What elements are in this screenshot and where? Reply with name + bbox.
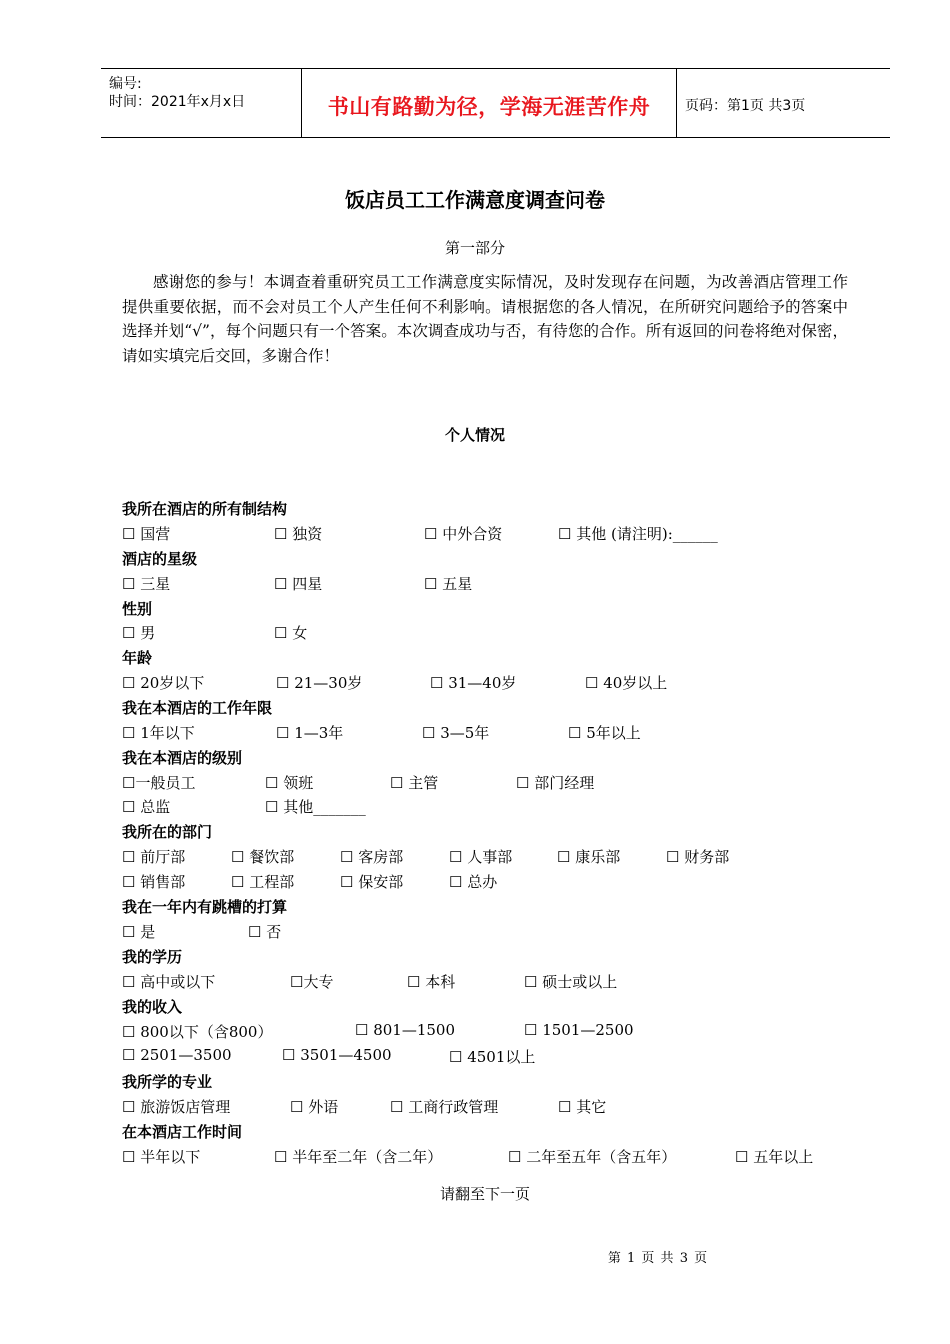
- option-checkbox[interactable]: ☐ 1501—2500: [524, 1021, 634, 1039]
- option-checkbox[interactable]: ☐ 五年以上: [735, 1148, 814, 1166]
- question-time-at-hotel: 在本酒店工作时间: [122, 1123, 243, 1141]
- option-checkbox[interactable]: ☐ 半年以下: [122, 1148, 201, 1166]
- question-star-rating: 酒店的星级: [122, 550, 198, 568]
- option-checkbox[interactable]: ☐ 领班: [265, 774, 314, 792]
- option-checkbox[interactable]: ☐ 主管: [390, 774, 439, 792]
- date-label: 时间：2021年x月x日: [109, 94, 246, 110]
- question-gender: 性别: [122, 600, 153, 618]
- option-checkbox[interactable]: ☐ 总办: [449, 873, 498, 891]
- option-checkbox[interactable]: ☐ 4501以上: [449, 1048, 536, 1066]
- option-checkbox[interactable]: ☐ 旅游饭店管理: [122, 1098, 231, 1116]
- option-checkbox[interactable]: ☐ 其他_______: [265, 798, 366, 816]
- option-checkbox[interactable]: ☐ 801—1500: [355, 1021, 456, 1039]
- option-checkbox[interactable]: ☐ 硕士或以上: [524, 973, 618, 991]
- option-checkbox[interactable]: ☐ 否: [248, 923, 282, 941]
- option-checkbox[interactable]: ☐ 独资: [274, 525, 323, 543]
- option-checkbox[interactable]: ☐ 人事部: [449, 848, 513, 866]
- option-checkbox[interactable]: ☐ 国营: [122, 525, 171, 543]
- option-checkbox[interactable]: ☐ 工商行政管理: [390, 1098, 499, 1116]
- option-checkbox[interactable]: ☐ 其它: [558, 1098, 607, 1116]
- page-info: 页码：第1页 共3页: [685, 98, 806, 114]
- option-checkbox[interactable]: ☐ 5年以上: [568, 724, 641, 742]
- option-checkbox[interactable]: ☐ 高中或以下: [122, 973, 216, 991]
- question-income: 我的收入: [122, 998, 183, 1016]
- option-checkbox[interactable]: ☐大专: [290, 973, 334, 991]
- option-checkbox[interactable]: ☐ 男: [122, 624, 156, 642]
- question-education: 我的学历: [122, 948, 183, 966]
- page-title: 饭店员工工作满意度调查问卷: [345, 188, 605, 212]
- option-checkbox[interactable]: ☐ 本科: [407, 973, 456, 991]
- option-checkbox[interactable]: ☐ 四星: [274, 575, 323, 593]
- section-heading: 个人情况: [444, 426, 505, 444]
- option-checkbox[interactable]: ☐ 3501—4500: [282, 1046, 392, 1064]
- option-checkbox[interactable]: ☐ 31—40岁: [430, 674, 517, 692]
- option-checkbox[interactable]: ☐ 客房部: [340, 848, 404, 866]
- question-major: 我所学的专业: [122, 1073, 213, 1091]
- header-table: [101, 68, 890, 138]
- option-checkbox[interactable]: ☐ 女: [274, 624, 308, 642]
- option-checkbox[interactable]: ☐ 800以下（含800）: [122, 1023, 273, 1041]
- option-checkbox[interactable]: ☐ 半年至二年（含二年）: [274, 1148, 443, 1166]
- turn-page-note: 请翻至下一页: [439, 1185, 530, 1203]
- option-checkbox[interactable]: ☐ 五星: [424, 575, 473, 593]
- option-checkbox[interactable]: ☐ 中外合资: [424, 525, 503, 543]
- serial-label: 编号:: [109, 76, 142, 92]
- option-checkbox[interactable]: ☐ 其他 (请注明):______: [558, 525, 718, 543]
- option-checkbox[interactable]: ☐ 康乐部: [557, 848, 621, 866]
- header-left-cell: [101, 69, 301, 137]
- option-checkbox[interactable]: ☐ 外语: [290, 1098, 339, 1116]
- page-number: 第 1 页 共 3 页: [607, 1251, 709, 1266]
- option-checkbox[interactable]: ☐ 工程部: [231, 873, 295, 891]
- option-checkbox[interactable]: ☐ 2501—3500: [122, 1046, 232, 1064]
- option-checkbox[interactable]: ☐ 三星: [122, 575, 171, 593]
- question-ownership: 我所在酒店的所有制结构: [122, 500, 288, 518]
- question-age: 年龄: [122, 649, 153, 667]
- question-department: 我所在的部门: [122, 823, 213, 841]
- header-middle-cell: [301, 69, 677, 137]
- option-checkbox[interactable]: ☐ 总监: [122, 798, 171, 816]
- intro-paragraph: 感谢您的参与！本调查着重研究员工工作满意度实际情况，及时发现存在问题，为改善酒店管理工作提供重要依据，而不会对员工个人产生任何不利影响。请根据您的各人情况，在所研究问题给予的答案中选择并划“√”，每个问题只有一个答案。本次调查成功与否，有待您的合作。所有返回的问卷将绝对保密，请如实填完后交回，多谢合作！: [122, 273, 848, 365]
- option-checkbox[interactable]: ☐ 保安部: [340, 873, 404, 891]
- question-level: 我在本酒店的级别: [122, 749, 243, 767]
- motto-text: 书山有路勤为径，学海无涯苦作舟: [327, 95, 651, 119]
- option-checkbox[interactable]: ☐ 20岁以下: [122, 674, 205, 692]
- option-checkbox[interactable]: ☐ 21—30岁: [276, 674, 363, 692]
- option-checkbox[interactable]: ☐ 部门经理: [516, 774, 595, 792]
- option-checkbox[interactable]: ☐ 1年以下: [122, 724, 195, 742]
- option-checkbox[interactable]: ☐ 财务部: [666, 848, 730, 866]
- option-checkbox[interactable]: ☐ 前厅部: [122, 848, 186, 866]
- option-checkbox[interactable]: ☐ 3—5年: [422, 724, 490, 742]
- option-checkbox[interactable]: ☐ 1—3年: [276, 724, 344, 742]
- option-checkbox[interactable]: ☐ 销售部: [122, 873, 186, 891]
- option-checkbox[interactable]: ☐一般员工: [122, 774, 196, 792]
- question-tenure: 我在本酒店的工作年限: [122, 699, 273, 717]
- header-right-cell: [677, 69, 890, 137]
- question-job-change: 我在一年内有跳槽的打算: [122, 898, 288, 916]
- option-checkbox[interactable]: ☐ 二年至五年（含五年）: [508, 1148, 677, 1166]
- option-checkbox[interactable]: ☐ 是: [122, 923, 156, 941]
- option-checkbox[interactable]: ☐ 40岁以上: [585, 674, 668, 692]
- option-checkbox[interactable]: ☐ 餐饮部: [231, 848, 295, 866]
- part-heading: 第一部分: [444, 239, 505, 257]
